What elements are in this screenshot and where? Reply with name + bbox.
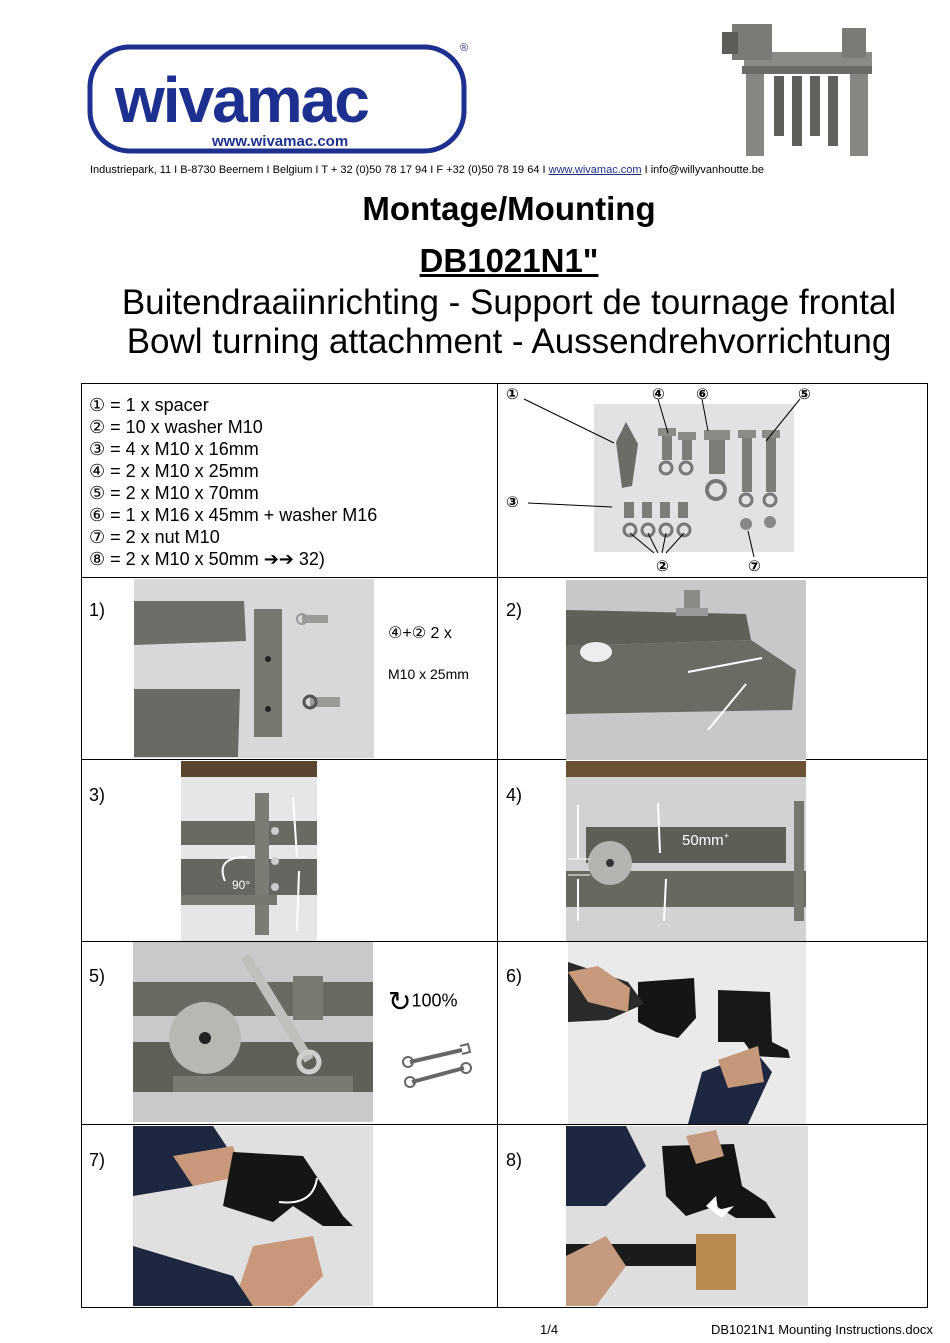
step-1-label: 1) bbox=[89, 600, 106, 620]
torque-value: 100% bbox=[411, 990, 458, 1011]
step-8-label: 8) bbox=[506, 1150, 523, 1170]
model-number: DB1021N1" bbox=[419, 242, 599, 279]
wrench-icon bbox=[402, 1040, 474, 1088]
registered-mark: ® bbox=[460, 42, 469, 54]
callout-5: ⑤ bbox=[798, 386, 811, 403]
logo-url: www.wivamac.com bbox=[212, 133, 349, 150]
step-7-label: 7) bbox=[89, 1150, 106, 1170]
step-4-photo bbox=[566, 761, 806, 941]
callout-3: ③ bbox=[506, 494, 519, 511]
step-7-photo bbox=[133, 1126, 373, 1306]
step-1-parts: ④+② 2 x bbox=[388, 625, 452, 642]
callout-2: ② bbox=[656, 558, 669, 575]
wivamac-logo bbox=[87, 44, 469, 154]
step-2-photo bbox=[566, 580, 806, 760]
step-4-label: 4) bbox=[506, 785, 523, 805]
parts-item: ⑤ = 2 x M10 x 70mm bbox=[89, 483, 259, 503]
document-name: DB1021N1 Mounting Instructions.docx bbox=[711, 1322, 933, 1337]
parts-item: ⑧ = 2 x M10 x 50mm ➔➔ 32) bbox=[89, 549, 325, 569]
company-address bbox=[90, 164, 850, 176]
step-3-photo bbox=[181, 761, 317, 941]
title-subtitle-en-de: Bowl turning attachment - Aussendrehvorrichtung bbox=[126, 322, 892, 361]
callout-4: ④ bbox=[652, 386, 665, 403]
step-3-label: 3) bbox=[89, 785, 106, 805]
address-text: Industriepark, 11 I B-8730 Beernem I Belgium I T + 32 (0)50 78 17 94 I F +32 (0)50 78 19 64 I bbox=[90, 164, 549, 176]
step-6-label: 6) bbox=[506, 966, 523, 986]
step-5-photo bbox=[133, 942, 373, 1122]
callout-1: ① bbox=[506, 386, 519, 403]
rotate-clockwise-icon: ↻ bbox=[388, 986, 412, 1017]
step-8-photo bbox=[566, 1126, 808, 1306]
step-6-photo bbox=[568, 942, 806, 1124]
title-model bbox=[0, 242, 950, 280]
website-link[interactable]: www.wivamac.com bbox=[548, 164, 642, 176]
parts-list bbox=[89, 394, 377, 570]
step-5-label: 5) bbox=[89, 966, 106, 986]
parts-item: ① = 1 x spacer bbox=[89, 395, 209, 415]
title-subtitle-nl-fr: Buitendraaiinrichting - Support de tournage frontal bbox=[121, 283, 897, 322]
title-mounting: Montage/Mounting bbox=[362, 190, 656, 227]
step-3-angle: 90° bbox=[232, 878, 251, 892]
page-number: 1/4 bbox=[540, 1322, 559, 1337]
step-1-size: M10 x 25mm bbox=[388, 666, 469, 682]
parts-item: ② = 10 x washer M10 bbox=[89, 417, 263, 437]
callout-6: ⑥ bbox=[696, 386, 709, 403]
step-4-dim-sup: + bbox=[723, 831, 729, 841]
parts-item: ④ = 2 x M10 x 25mm bbox=[89, 461, 259, 481]
step-2-label: 2) bbox=[506, 600, 523, 620]
logo-wordmark: wivamac bbox=[115, 64, 368, 136]
parts-callout-lines bbox=[500, 385, 820, 575]
parts-item: ⑦ = 2 x nut M10 bbox=[89, 527, 220, 547]
torque-indicator bbox=[388, 985, 458, 1018]
step-1-photo bbox=[134, 579, 374, 758]
email-text: I info@willyvanhoutte.be bbox=[641, 164, 764, 176]
step-4-dimension bbox=[682, 831, 729, 849]
lathe-photo bbox=[722, 14, 892, 158]
callout-7: ⑦ bbox=[748, 558, 761, 575]
parts-item: ③ = 4 x M10 x 16mm bbox=[89, 439, 259, 459]
parts-item: ⑥ = 1 x M16 x 45mm + washer M16 bbox=[89, 505, 378, 525]
step-4-dim-value: 50mm bbox=[682, 832, 724, 849]
